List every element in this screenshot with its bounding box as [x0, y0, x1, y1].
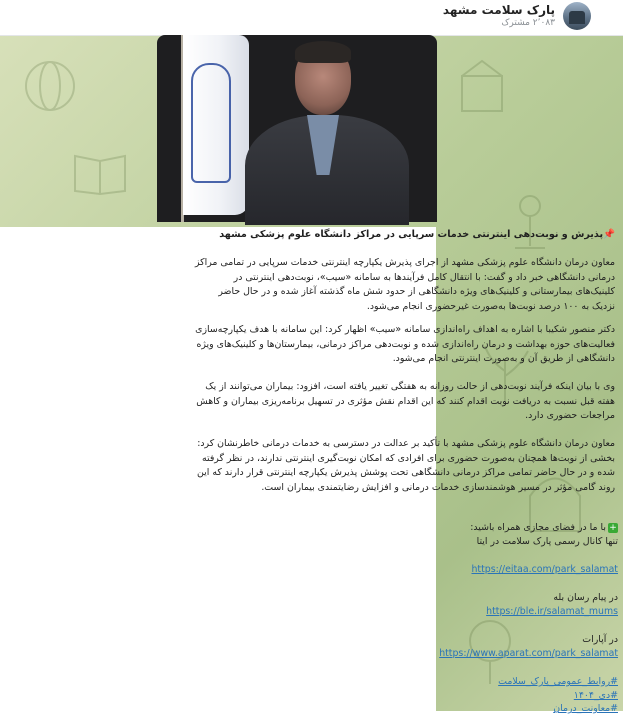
bale-label: در پیام رسان بله: [553, 592, 618, 603]
paragraph-4: معاون درمان دانشگاه علوم پزشکی مشهد با تأکید بر عدالت در دسترسی به خدمات درمانی خاطرنشان کرد: بخشی از نوبت‌ها همچنان به‌صورت حضوری برای افرادی که امکان نوبت‌گیری اینترنتی ندارند، در نظر گرفته شده و در حال حاضر تمامی مراکز درمانی دانشگاهی تحت پوشش پذیرش یکپارچه اینترنتی قرار دارند که این روند گامی مؤثر در مسیر هوشمندسازی خدمات درمانی و افزایش رضایتمندی بیماران است.: [197, 438, 615, 493]
pin-icon: 📌: [603, 229, 615, 240]
post-headline: [195, 229, 615, 240]
headline-text: پذیرش و نوبت‌دهی اینترنتی خدمات سرپایی در مراکز دانشگاه علوم پزشکی مشهد: [219, 229, 604, 240]
subscriber-count: ۲٬۰۸۳ مشترک: [501, 18, 555, 28]
channel-name[interactable]: پارک سلامت مشهد: [442, 3, 555, 17]
person-hair: [295, 41, 351, 63]
aparat-link[interactable]: https://www.aparat.com/park_salamat: [439, 648, 618, 659]
doodle-microscope-icon: [500, 186, 560, 256]
doodle-globe-icon: [20, 56, 80, 116]
post-photo[interactable]: [157, 35, 437, 222]
follow-text: با ما در فضای مجازی همراه باشید:: [470, 522, 606, 533]
aparat-label: در آپارات: [582, 634, 618, 645]
paragraph-2: دکتر منصور شکیبا با اشاره به اهداف راه‌اندازی سامانه «سیب» اظهار کرد: این سامانه با هدف یکپارچه‌سازی فعالیت‌های حوزه بهداشت و درمان راه‌اندازی شده و نوبت‌دهی مراکز درمانی، بیمارستان‌ها و کلینیک‌های ویژه دانشگاهی از طریق آن و به‌صورت اینترنتی انجام می‌شود.: [195, 324, 615, 364]
bale-link[interactable]: https://ble.ir/salamat_mums: [486, 606, 618, 617]
university-logo-icon: [191, 63, 231, 183]
channel-avatar[interactable]: [563, 2, 591, 30]
paragraph-3: وی با بیان اینکه فرآیند نوبت‌دهی از حالت روزانه به هفتگی تغییر یافته است، افزود: بیماران می‌توانند از یک هفته قبل نسبت به دریافت نوبت اقدام کنند که این اقدام نقش مؤثری در تسهیل برنامه‌ریزی بیماران و کاهش مراجعات حضوری دارد.: [196, 381, 615, 421]
eitaa-link[interactable]: https://eitaa.com/park_salamat: [471, 564, 618, 575]
hashtag-public-relations[interactable]: #روابط_عمومی_پارک_سلامت: [498, 676, 618, 687]
follow-line-1: [198, 522, 618, 533]
doodle-building-icon: [452, 56, 512, 116]
hashtag-date[interactable]: #دی_۱۴۰۴: [573, 690, 618, 701]
paragraph-1: معاون درمان دانشگاه علوم پزشکی مشهد از اجرای پذیرش یکپارچه اینترنتی خدمات سرپایی در تمامی مراکز درمانی دانشگاهی خبر داد و گفت: با انتقال کامل فرآیندها به سامانه «سیب»، نوبت‌دهی اینترنتی در کلینیک‌های بیمارستانی و کلینیک‌های ویژه دانشگاهی از حدود شش ماه گذشته آغاز شده و در حال حاضر نزدیک به ۱۰۰ درصد نوبت‌ها به‌صورت غیرحضوری انجام می‌شود.: [195, 257, 615, 312]
chat-header: [0, 0, 623, 36]
doodle-book-icon: [70, 146, 130, 196]
follow-line-2: تنها کانال رسمی پارک سلامت در ایتا: [476, 536, 618, 547]
hashtag-treatment[interactable]: #معاونت_درمان: [553, 703, 618, 714]
plus-icon: +: [609, 522, 617, 533]
